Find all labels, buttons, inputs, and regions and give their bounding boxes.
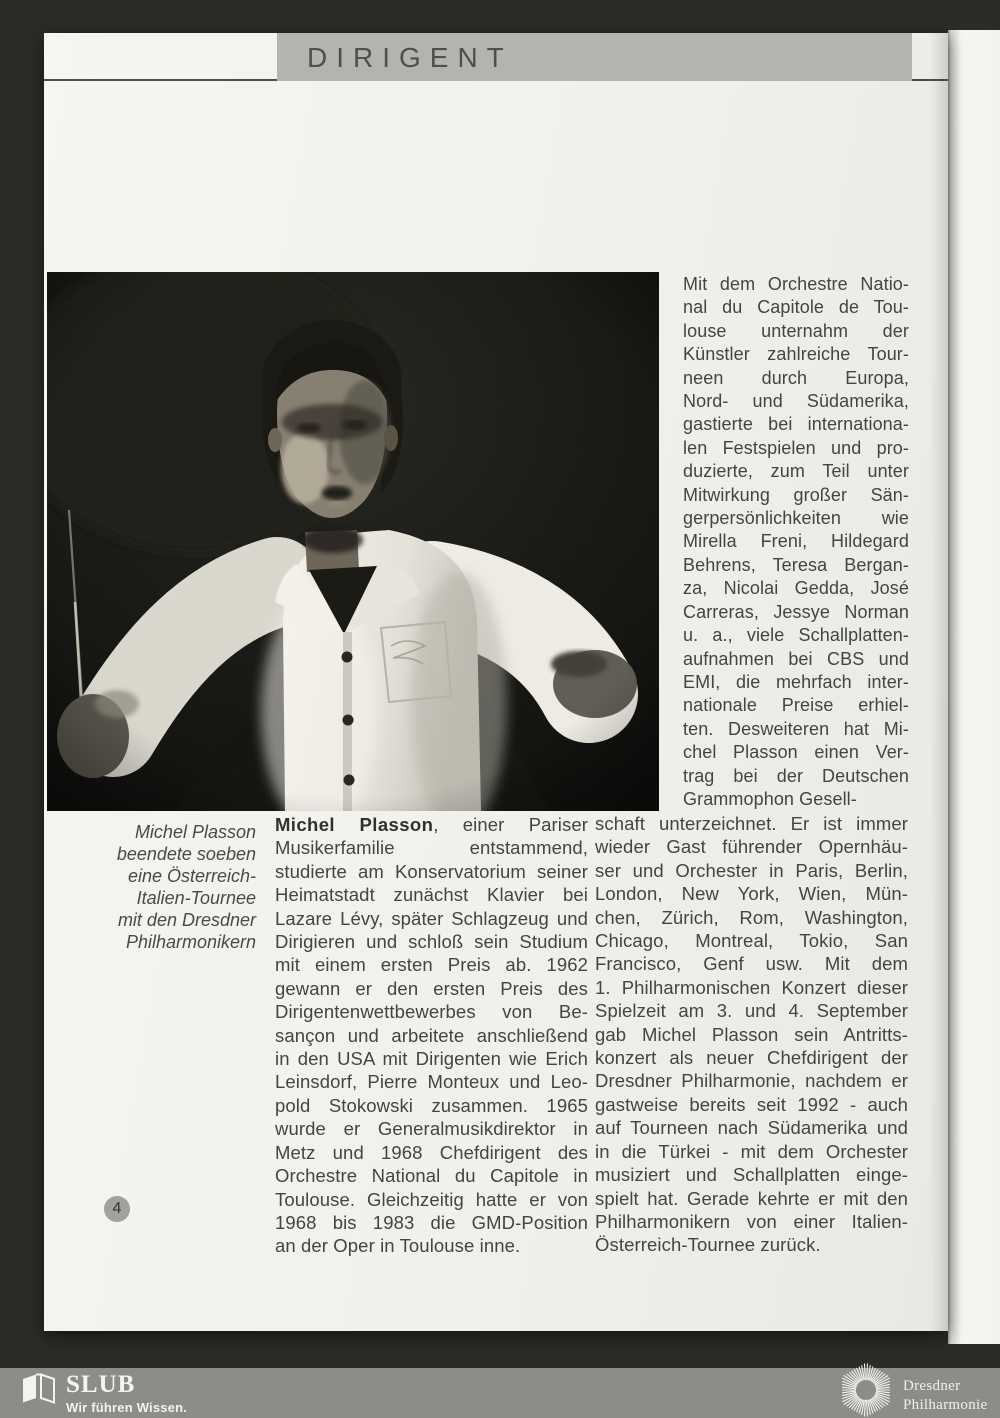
- text-line: mit einem ersten Preis ab. 1962: [275, 954, 588, 976]
- slub-wordmark-block: [66, 1373, 187, 1415]
- text-line: u. a., viele Schallplatten-: [683, 625, 909, 646]
- text-line: Spielzeit am 3. und 4. September: [595, 1000, 908, 1022]
- text-line: za, Nicolai Gedda, José: [683, 578, 909, 599]
- article-column-right-top: [683, 273, 909, 811]
- header-gray-bar: [277, 33, 912, 81]
- text-line: Carreras, Jessye Norman: [683, 601, 909, 622]
- text-line: Künstler zahlreiche Tour-: [683, 344, 909, 365]
- text-line: Michel Plasson, einer Pariser: [275, 814, 588, 835]
- text-line: schaft unterzeichnet. Er ist immer: [595, 813, 908, 834]
- text-line: Michel Plasson: [134, 822, 256, 842]
- text-line: Dirigentenwettbewerbes von Be-: [275, 1001, 588, 1023]
- article-column-right-bottom: [595, 812, 908, 1257]
- philharmonie-line1: Dresdner: [903, 1378, 961, 1394]
- text-line: wieder Gast führender Opernhäu-: [595, 836, 908, 858]
- conductor-photo: [47, 272, 659, 811]
- text-line: in die Türkei - mit dem Orchester: [595, 1140, 908, 1162]
- text-line: Grammophon Gesell-: [683, 788, 857, 809]
- text-line: wurde er Generalmusikdirektor in: [275, 1118, 588, 1140]
- text-line: gastweise bereits seit 1992 - auch: [595, 1093, 908, 1115]
- slub-tagline: Wir führen Wissen.: [66, 1400, 188, 1415]
- viewer-footer-bar: [0, 1368, 1000, 1418]
- text-line: eine Österreich-: [127, 866, 256, 886]
- text-line: nationale Preise erhiel-: [683, 695, 909, 716]
- text-line: Metz und 1968 Chefdirigent des: [275, 1141, 588, 1163]
- text-line: gastierte bei internationa-: [683, 414, 909, 435]
- text-line: Toulouse. Gleichzeitig hatte er von: [275, 1188, 588, 1210]
- text-line: len Festspielen und pro-: [683, 437, 909, 458]
- philharmonie-line2: Philharmonie: [903, 1397, 988, 1413]
- text-line: trag bei der Deutschen: [683, 765, 909, 786]
- text-line: auf Tourneen nach Südamerika und: [595, 1117, 908, 1139]
- text-line: 1. Philharmonischen Konzert dieser: [595, 976, 908, 998]
- text-line: Mirella Freni, Hildegard: [683, 531, 909, 552]
- text-line: Philharmonikern von einer Italien-: [595, 1210, 908, 1232]
- text-line: Orchestre National du Capitole in: [275, 1165, 588, 1187]
- text-line: Nord- und Südamerika,: [683, 391, 909, 412]
- text-line: nal du Capitole de Tou-: [683, 297, 909, 318]
- photo-caption: [72, 821, 256, 953]
- text-line: London, New York, Wien, Mün-: [595, 883, 908, 905]
- page-fold-shadow: [930, 33, 948, 1331]
- text-line: Chicago, Montreal, Tokio, San: [595, 930, 908, 952]
- text-line: Mit dem Orchestre Natio-: [683, 274, 909, 294]
- text-line: Österreich-Tournee zurück.: [595, 1234, 821, 1256]
- text-line: gerpersönlichkeiten wie: [683, 508, 909, 529]
- open-book-icon: [22, 1373, 56, 1404]
- text-line: gab Michel Plasson sein Antritts-: [595, 1023, 908, 1045]
- text-line: spielt hat. Gerade kehrte er mit den: [595, 1187, 908, 1209]
- page-title: DIRIGENT: [307, 42, 513, 73]
- text-line: Behrens, Teresa Bergan-: [683, 554, 909, 575]
- text-line: beendete soeben: [116, 844, 256, 864]
- text-line: Lazare Lévy, später Schlagzeug und: [275, 907, 588, 929]
- text-line: gewann er den ersten Preis des: [275, 977, 588, 999]
- text-line: Dresdner Philharmonie, nachdem er: [595, 1070, 908, 1092]
- text-line: Mitwirkung großer Sän-: [683, 484, 909, 505]
- text-line: louse unternahm der: [683, 320, 909, 341]
- booklet-page: [44, 33, 948, 1331]
- text-line: an der Oper in Toulouse inne.: [275, 1235, 521, 1257]
- next-page-edge: [948, 30, 1000, 1344]
- text-line: studierte am Konservatorium seiner: [275, 860, 588, 882]
- text-line: Philharmonikern: [125, 932, 256, 952]
- text-line: chen, Zürich, Rom, Washington,: [595, 906, 908, 928]
- text-line: pold Stokowski zusammen. 1965: [275, 1094, 588, 1116]
- text-line: 1968 bis 1983 die GMD-Position: [275, 1211, 588, 1233]
- text-line: sançon und arbeitete anschließend: [275, 1024, 588, 1046]
- slub-logo: [22, 1373, 187, 1415]
- page-number-badge: 4: [104, 1196, 130, 1222]
- text-line: Francisco, Genf usw. Mit dem: [595, 953, 908, 975]
- text-line: mit den Dresdner: [117, 910, 256, 930]
- text-line: Leinsdorf, Pierre Monteux und Leo-: [275, 1071, 588, 1093]
- text-line: ser und Orchester in Paris, Berlin,: [595, 859, 908, 881]
- text-line: Musikerfamilie entstammend,: [275, 837, 588, 859]
- text-line: Heimatstadt zunächst Klavier bei: [275, 884, 588, 906]
- philharmonie-starburst-icon: [838, 1362, 894, 1418]
- text-line: Italien-Tournee: [136, 888, 256, 908]
- text-line: Dirigieren und schloß sein Studium: [275, 931, 588, 953]
- text-line: duzierte, zum Teil unter: [683, 461, 909, 482]
- text-line: ten. Desweiteren hat Mi-: [683, 718, 909, 739]
- text-line: konzert als neuer Chefdirigent der: [595, 1047, 908, 1069]
- philharmonie-wordmark: [903, 1377, 987, 1415]
- text-line: neen durch Europa,: [683, 367, 909, 388]
- article-column-middle: [275, 813, 588, 1258]
- text-line: chel Plasson einen Ver-: [683, 742, 909, 763]
- text-line: musiziert und Schallplatten einge-: [595, 1164, 908, 1186]
- text-line: in den USA mit Dirigenten wie Erich: [275, 1048, 588, 1070]
- slub-wordmark: SLUB: [66, 1371, 136, 1398]
- text-line: EMI, die mehrfach inter-: [683, 671, 909, 692]
- page-header: [44, 33, 948, 81]
- text-line: aufnahmen bei CBS und: [683, 648, 909, 669]
